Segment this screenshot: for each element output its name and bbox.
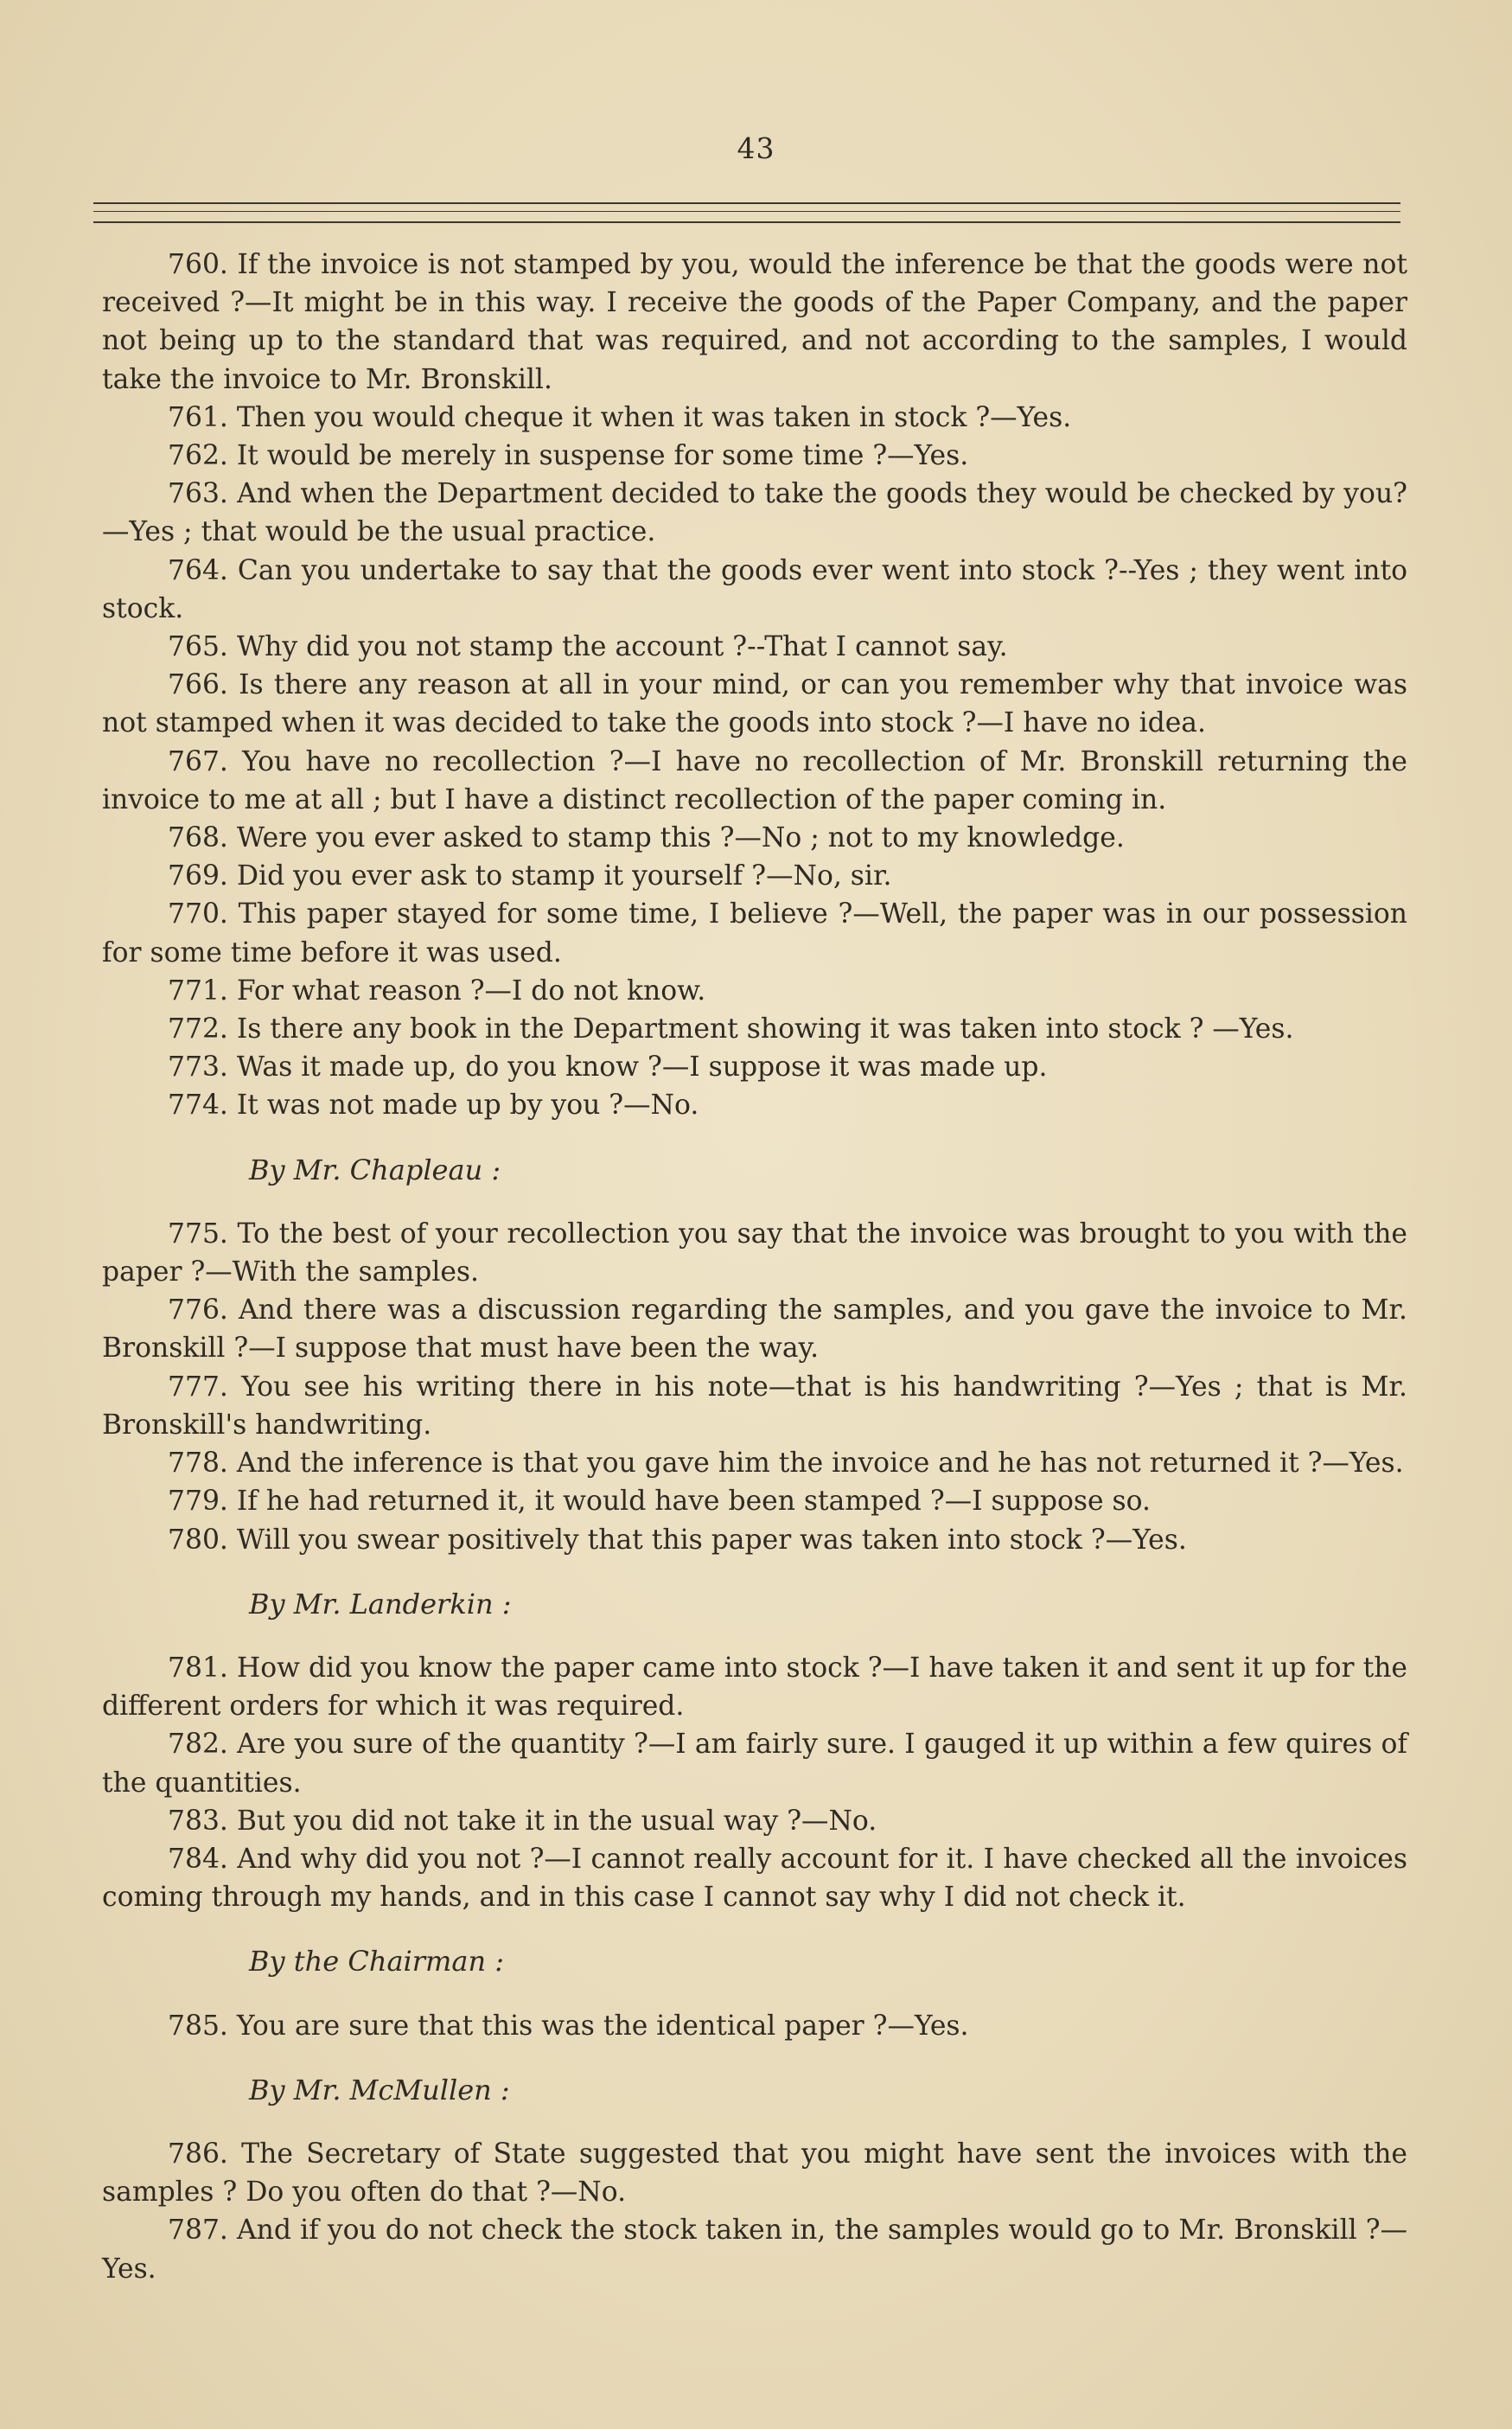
page-number: 43: [737, 131, 775, 165]
examiner-heading: By Mr. Chapleau :: [249, 1153, 501, 1186]
question-answer: 770. This paper stayed for some time, I believe ?—Well, the paper was in our possession for some time before it was used.: [102, 898, 1407, 968]
question-answer: 776. And there was a discussion regarding the samples, and you gave the invoice to Mr. Bronskill ?—I suppose that must have been the way.: [102, 1294, 1407, 1365]
question-answer: 761. Then you would cheque it when it was taken in stock ?—Yes.: [168, 401, 1072, 433]
question-answer: 764. Can you undertake to say that the goods ever went into stock ?--Yes ; they went into stock.: [102, 554, 1407, 624]
question-answer: 780. Will you swear positively that this paper was taken into stock ?—Yes.: [168, 1524, 1187, 1556]
question-answer: 781. How did you know the paper came into stock ?—I have taken it and sent it up for the different orders for which it was required.: [102, 1652, 1407, 1723]
question-answer: 786. The Secretary of State suggested that you might have sent the invoices with the samples ? Do you often do that ?—No.: [102, 2138, 1407, 2208]
question-answer: 783. But you did not take it in the usual way ?—No.: [168, 1805, 877, 1837]
question-answer: 768. Were you ever asked to stamp this ?—No ; not to my knowledge.: [168, 822, 1125, 854]
question-answer: 769. Did you ever ask to stamp it yourself ?—No, sir.: [168, 860, 892, 892]
question-answer: 766. Is there any reason at all in your mind, or can you remember why that invoice was not stamped when it was decided to take the goods into stock ?—I have no idea.: [102, 669, 1407, 739]
question-answer: 778. And the inference is that you gave him the invoice and he has not returned it ?—Yes.: [168, 1448, 1404, 1480]
examiner-heading: By the Chairman :: [249, 1945, 505, 1978]
header-rule-top: [93, 202, 1400, 204]
question-answer: 777. You see his writing there in his note—that is his handwriting ?—Yes ; that is Mr. Bronskill's handwriting.: [102, 1371, 1407, 1441]
question-answer: 762. It would be merely in suspense for some time ?—Yes.: [168, 440, 969, 472]
question-answer: 779. If he had returned it, it would have been stamped ?—I suppose so.: [168, 1486, 1151, 1518]
header-rule-middle: [93, 211, 1400, 212]
question-answer: 763. And when the Department decided to take the goods they would be checked by you?—Yes ; that would be the usual practice.: [102, 478, 1407, 548]
question-answer: 785. You are sure that this was the identical paper ?—Yes.: [168, 2010, 969, 2042]
question-answer: 784. And why did you not ?—I cannot really account for it. I have checked all the invoices coming through my hands, and in this case I cannot say why I did not check it.: [102, 1843, 1407, 1914]
question-answer: 772. Is there any book in the Department showing it was taken into stock ? —Yes.: [168, 1013, 1294, 1045]
question-answer: 773. Was it made up, do you know ?—I suppose it was made up.: [168, 1052, 1048, 1083]
header-rule-bottom: [93, 221, 1400, 223]
examiner-heading: By Mr. McMullen :: [249, 2073, 510, 2106]
question-answer: 771. For what reason ?—I do not know.: [168, 975, 706, 1007]
question-answer: 787. And if you do not check the stock taken in, the samples would go to Mr. Bronskill ?—Yes.: [102, 2215, 1407, 2285]
question-answer: 782. Are you sure of the quantity ?—I am fairly sure. I gauged it up within a few quires of the quantities.: [102, 1729, 1407, 1799]
question-answer: 765. Why did you not stamp the account ?--That I cannot say.: [168, 631, 1008, 663]
testimony-body: [102, 246, 1407, 2288]
question-answer: 774. It was not made up by you ?—No.: [168, 1090, 699, 1122]
examiner-heading: By Mr. Landerkin :: [249, 1587, 512, 1620]
question-answer: 760. If the invoice is not stamped by you, would the inference be that the goods were not received ?—It might be in this way. I receive the goods of the Paper Company, and the paper not being up to the standard that was required, and not according to the samples, I would take the invoice to Mr. Bronskill.: [102, 249, 1407, 395]
question-answer: 775. To the best of your recollection you say that the invoice was brought to you with the paper ?—With the samples.: [102, 1218, 1407, 1288]
question-answer: 767. You have no recollection ?—I have no recollection of Mr. Bronskill returning the invoice to me at all ; but I have a distinct recollection of the paper coming in.: [102, 745, 1407, 815]
